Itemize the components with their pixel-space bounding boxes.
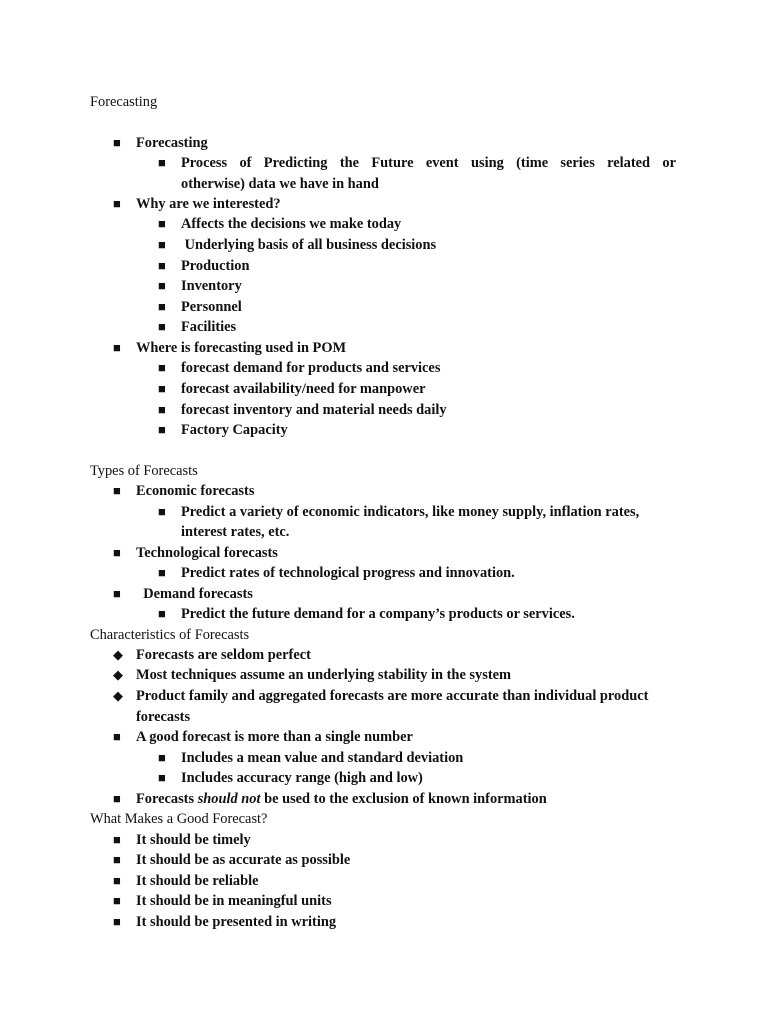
bullet-diamond-icon	[113, 645, 123, 665]
list-item: Predict a variety of economic indicators, like money supply, inflation rates,	[181, 504, 640, 520]
list-item: Technological forecasts	[136, 545, 278, 561]
bullet-square-icon	[158, 235, 166, 255]
bullet-square-icon	[113, 891, 121, 911]
list-item-continuation: otherwise) data we have in hand	[181, 176, 379, 192]
bullet-square-icon	[113, 871, 121, 891]
list-item: It should be timely	[136, 832, 251, 848]
bullet-square-icon	[113, 338, 121, 358]
list-item: Where is forecasting used in POM	[136, 340, 347, 356]
bullet-square-icon	[158, 502, 166, 522]
bullet-square-icon	[113, 133, 121, 153]
list-item: Includes a mean value and standard deviation	[181, 750, 464, 766]
list-item: It should be in meaningful units	[136, 893, 332, 909]
list-item: It should be as accurate as possible	[136, 852, 351, 868]
text-emphasis: should not	[197, 791, 261, 807]
bullet-square-icon	[113, 912, 121, 932]
bullet-square-icon	[158, 420, 166, 440]
bullet-diamond-icon	[113, 665, 123, 685]
section-heading-good-forecast: What Makes a Good Forecast?	[90, 811, 268, 827]
bullet-square-icon	[158, 297, 166, 317]
list-item: forecast availability/need for manpower	[181, 381, 426, 397]
bullet-square-icon	[113, 850, 121, 870]
bullet-square-icon	[158, 256, 166, 276]
list-item: forecast inventory and material needs daily	[181, 402, 447, 418]
list-item: Underlying basis of all business decisions	[181, 237, 437, 253]
list-item-continuation: forecasts	[136, 709, 191, 725]
bullet-square-icon	[113, 727, 121, 747]
bullet-square-icon	[113, 789, 121, 809]
section-heading-types: Types of Forecasts	[90, 463, 198, 479]
list-item: Facilities	[181, 319, 237, 335]
list-item: It should be presented in writing	[136, 914, 337, 930]
bullet-square-icon	[158, 748, 166, 768]
list-item-continuation: interest rates, etc.	[181, 524, 290, 540]
bullet-square-icon	[158, 214, 166, 234]
list-item: Includes accuracy range (high and low)	[181, 770, 423, 786]
list-item	[136, 789, 547, 809]
list-item: A good forecast is more than a single number	[136, 729, 413, 745]
list-item: Inventory	[181, 278, 242, 294]
bullet-square-icon	[158, 563, 166, 583]
bullet-square-icon	[113, 584, 121, 604]
bullet-square-icon	[113, 481, 121, 501]
bullet-square-icon	[158, 358, 166, 378]
bullet-square-icon	[158, 317, 166, 337]
text-normal: Forecasts	[136, 791, 198, 807]
list-item: Predict rates of technological progress and innovation.	[181, 565, 515, 581]
bullet-square-icon	[158, 379, 166, 399]
list-item: Predict the future demand for a company’s products or services.	[181, 606, 575, 622]
bullet-square-icon	[158, 768, 166, 788]
bullet-square-icon	[113, 830, 121, 850]
list-item: Forecasts are seldom perfect	[136, 647, 311, 663]
bullet-square-icon	[158, 276, 166, 296]
list-item: Personnel	[181, 299, 242, 315]
list-item: Process of Predicting the Future event using (time series related or	[181, 155, 676, 171]
list-item: Product family and aggregated forecasts are more accurate than individual product	[136, 688, 649, 704]
list-item: Affects the decisions we make today	[181, 216, 402, 232]
list-item: Factory Capacity	[181, 422, 288, 438]
list-item: Most techniques assume an underlying stability in the system	[136, 667, 511, 683]
doc-title: Forecasting	[90, 94, 158, 110]
bullet-square-icon	[158, 153, 166, 173]
list-item: Why are we interested?	[136, 196, 281, 212]
bullet-square-icon	[158, 604, 166, 624]
bullet-square-icon	[113, 543, 121, 563]
section-heading-characteristics: Characteristics of Forecasts	[90, 627, 250, 643]
list-item: Forecasting	[136, 135, 208, 151]
list-item: Production	[181, 258, 250, 274]
bullet-square-icon	[113, 194, 121, 214]
text-normal: be used to the exclusion of known information	[260, 791, 547, 807]
bullet-square-icon	[158, 400, 166, 420]
list-item: forecast demand for products and services	[181, 360, 441, 376]
bullet-diamond-icon	[113, 686, 123, 706]
list-item: Demand forecasts	[136, 586, 253, 602]
list-item: Economic forecasts	[136, 483, 255, 499]
list-item: It should be reliable	[136, 873, 259, 889]
